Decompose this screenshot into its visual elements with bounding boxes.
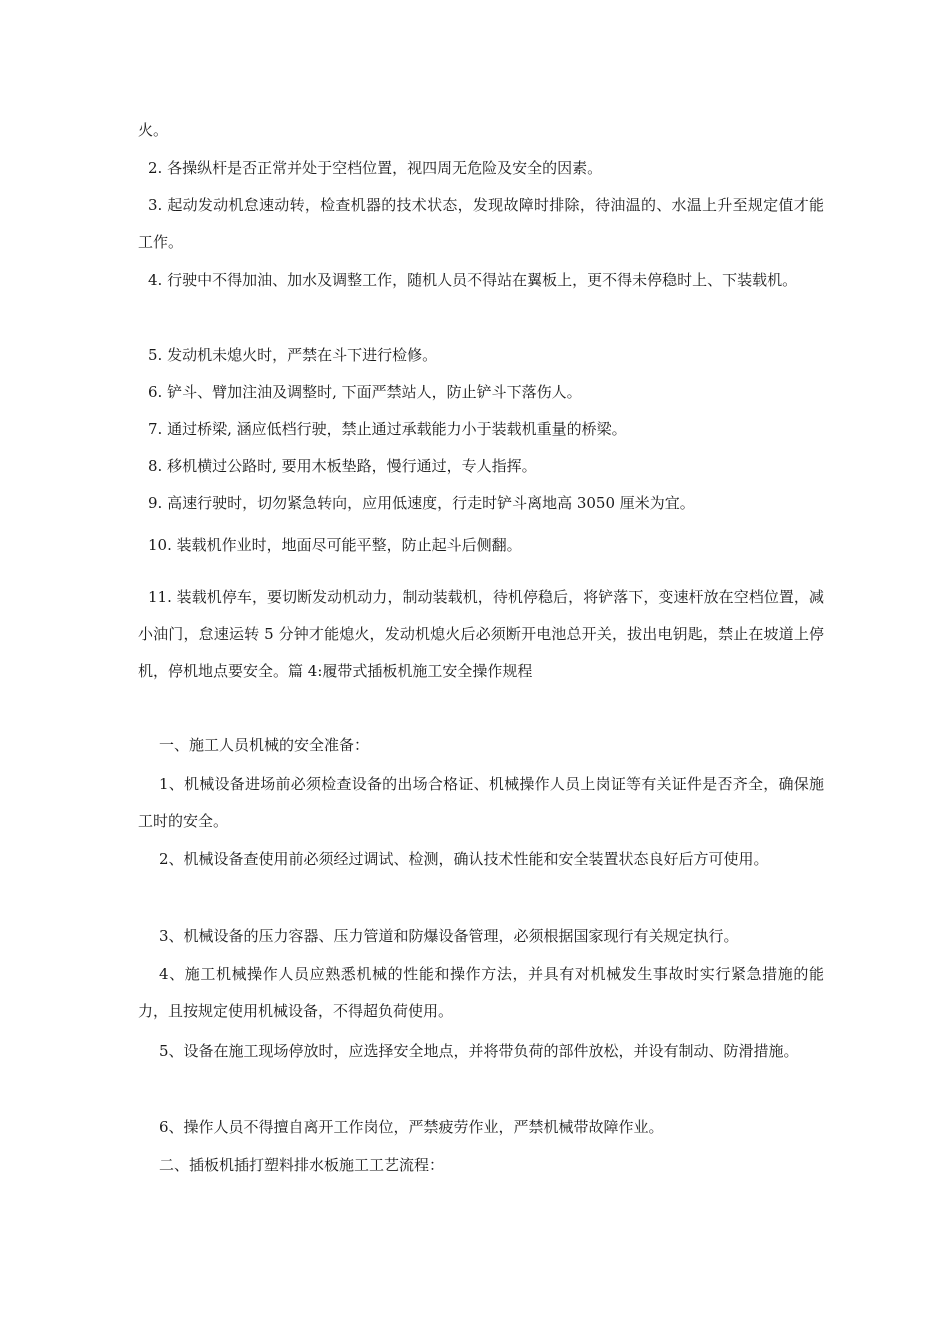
paragraph-item-3: 3. 起动发动机怠速动转，检查机器的技术状态，发现故障时排除，待油温的、水温上升至规定值才能工作。 (138, 196, 824, 251)
paragraph-item-5: 5. 发动机未熄火时，严禁在斗下进行检修。 (148, 346, 438, 364)
paragraph-item-7: 7. 通过桥梁, 涵应低档行驶，禁止通过承载能力小于装载机重量的桥梁。 (148, 420, 627, 438)
section1-item-4: 4、施工机械操作人员应熟悉机械的性能和操作方法，并具有对机械发生事故时实行紧急措施的能力，且按规定使用机械设备，不得超负荷使用。 (138, 965, 824, 1020)
paragraph-item-9: 9. 高速行驶时，切勿紧急转向，应用低速度，行走时铲斗离地高 3050 厘米为宜。 (148, 494, 695, 512)
section-heading-1: 一、施工人员机械的安全准备： (159, 736, 370, 754)
paragraph-item-10: 10. 装载机作业时，地面尽可能平整，防止起斗后侧翻。 (148, 536, 522, 554)
section-heading-2: 二、插板机插打塑料排水板施工工艺流程： (159, 1156, 445, 1174)
paragraph-continuation: 火。 (138, 121, 169, 139)
section1-item-2: 2、机械设备查使用前必须经过调试、检测，确认技术性能和安全装置状态良好后方可使用。 (159, 850, 769, 868)
paragraph-item-8: 8. 移机横过公路时, 要用木板垫路，慢行通过，专人指挥。 (148, 457, 537, 475)
paragraph-item-4: 4. 行驶中不得加油、加水及调整工作，随机人员不得站在翼板上，更不得未停稳时上、下装载机。 (148, 271, 798, 289)
paragraph-item-6: 6. 铲斗、臂加注油及调整时, 下面严禁站人，防止铲斗下落伤人。 (148, 383, 582, 401)
section1-item-6: 6、操作人员不得擅自离开工作岗位，严禁疲劳作业，严禁机械带故障作业。 (159, 1118, 664, 1136)
paragraph-item-11: 11. 装载机停车，要切断发动机动力，制动装载机，待机停稳后，将铲落下，变速杆放在空档位置，减小油门，怠速运转 5 分钟才能熄火，发动机熄火后必须断开电池总开关，拔出电钥匙，禁止在坡道上停机，停机地点要安全。篇 4:履带式插板机施工安全操作规程 (138, 588, 824, 680)
section1-item-1: 1、机械设备进场前必须检查设备的出场合格证、机械操作人员上岗证等有关证件是否齐全，确保施工时的安全。 (138, 775, 824, 830)
section1-item-5: 5、设备在施工现场停放时，应选择安全地点，并将带负荷的部件放松，并设有制动、防滑措施。 (159, 1042, 799, 1060)
paragraph-item-2: 2. 各操纵杆是否正常并处于空档位置，视四周无危险及安全的因素。 (148, 159, 603, 177)
section1-item-3: 3、机械设备的压力容器、压力管道和防爆设备管理，必须根据国家现行有关规定执行。 (159, 927, 739, 945)
